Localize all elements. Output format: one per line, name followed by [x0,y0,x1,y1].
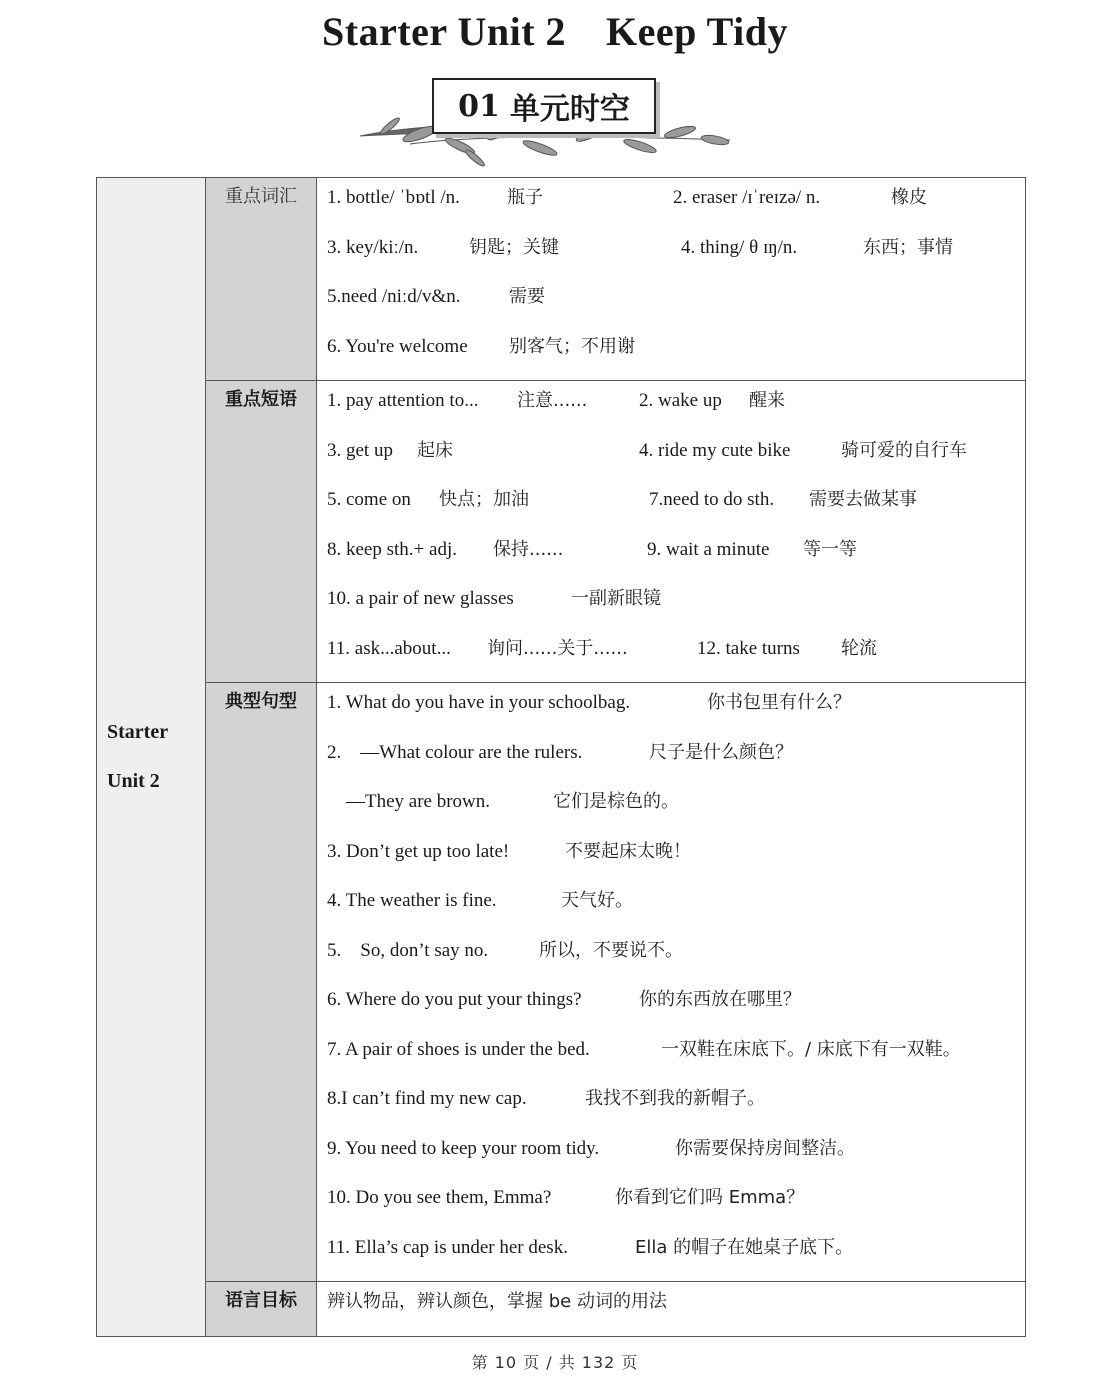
list-item [327,1232,1025,1282]
phrase-11-en: 11. ask...about... [327,637,451,659]
title-part1: Starter Unit 2 [322,9,567,54]
sentence-en: —They are brown. [327,791,491,812]
sentence-en: 4. The weather is fine. [327,890,497,911]
vocab-6-zh: 别客气；不用谢 [509,335,635,357]
section-badge [350,74,750,174]
sentence-en: 11. Ella’s cap is under her desk. [327,1236,568,1258]
vocab-6-en: 6. You're welcome [327,335,468,357]
page-footer: 第 10 页 / 共 132 页 [471,1353,639,1372]
title-part2: Keep Tidy [606,9,788,54]
list-item [327,484,1025,534]
sentence-en: 8.I can’t find my new cap. [327,1088,527,1109]
language-goals-content [317,1282,1026,1337]
sentence-zh: 我找不到我的新帽子。 [585,1088,765,1109]
page-title [0,8,1110,55]
sentence-zh: 一双鞋在床底下。/ 床底下有一双鞋。 [661,1038,961,1060]
list-item [327,435,1025,485]
goal-text: 辨认物品，辨认颜色，掌握 be 动词的用法 [327,1291,667,1312]
sentences-content [317,683,1026,1282]
phrase-2-zh: 醒来 [749,390,785,411]
phrase-5-zh: 快点；加油 [439,489,529,510]
sentence-zh: 你看到它们吗 Emma？ [615,1187,805,1208]
list-item [327,885,1025,935]
sentence-zh: 你的东西放在哪里？ [639,989,801,1010]
unit-label-line2: Unit 2 [107,769,160,792]
sentence-en: 9. You need to keep your room tidy. [327,1137,600,1159]
badge-box [432,78,656,134]
phrase-2-en: 2. wake up [639,390,722,411]
list-item [327,633,1025,683]
list-item [327,385,1025,435]
sentence-en: 3. Don’t get up too late! [327,840,510,862]
sentence-en: 1. What do you have in your schoolbag. [327,692,631,713]
phrase-12-zh: 轮流 [841,637,877,659]
phrase-4-en: 4. ride my cute bike [639,439,791,461]
vocabulary-content [317,178,1026,381]
list-item [327,1286,1025,1336]
phrase-3-en: 3. get up [327,439,393,461]
phrase-8-en: 8. keep sth.+ adj. [327,538,457,560]
list-item [327,583,1025,633]
list-item [327,1034,1025,1084]
sentence-zh: 不要起床太晚！ [565,840,691,862]
list-item [327,687,1025,737]
list-item [327,331,1025,381]
phrase-1-en: 1. pay attention to... [327,390,479,411]
phrase-10-en: 10. a pair of new glasses [327,588,514,609]
unit-label-line1: Starter [107,720,169,743]
unit-cell [97,178,206,1337]
list-item [327,232,1025,282]
phrases-content [317,381,1026,683]
sentence-zh: 天气好。 [561,890,633,911]
sentence-zh: Ella 的帽子在她桌子底下。 [635,1236,854,1258]
list-item [327,182,1025,232]
sentence-en: 6. Where do you put your things? [327,989,582,1010]
category-sentences: 典型句型 [206,683,317,1282]
phrase-5-en: 5. come on [327,489,411,510]
vocab-5-zh: 需要 [509,286,545,307]
phrase-8-zh: 保持...... [493,538,564,560]
list-item [327,935,1025,985]
phrase-3-zh: 起床 [417,439,453,461]
sentence-zh: 你需要保持房间整洁。 [675,1137,855,1159]
phrase-9-en: 9. wait a minute [647,538,770,560]
sentence-zh: 你书包里有什么？ [707,692,851,713]
vocab-2-en: 2. eraser /ɪˈreɪzə/ n. [673,187,821,208]
phrase-1-zh: 注意...... [517,390,588,411]
phrase-7-en: 7.need to do sth. [649,489,775,510]
phrase-10-zh: 一副新眼镜 [571,588,661,609]
category-phrases: 重点短语 [206,381,317,683]
sentence-en: 7. A pair of shoes is under the bed. [327,1038,590,1060]
vocab-2-zh: 橡皮 [891,187,927,208]
category-language-goals: 语言目标 [206,1282,317,1337]
category-vocabulary: 重点词汇 [206,178,317,381]
list-item [327,1083,1025,1133]
vocab-1-zh: 瓶子 [507,187,543,208]
phrase-12-en: 12. take turns [697,637,800,659]
vocab-4-zh: 东西；事情 [863,236,953,258]
phrase-7-zh: 需要去做某事 [809,489,917,510]
vocab-3-zh: 钥匙；关键 [469,236,559,258]
phrase-4-zh: 骑可爱的自行车 [841,439,967,461]
list-item [327,984,1025,1034]
list-item [327,786,1025,836]
sentence-en: 2. —What colour are the rulers. [327,741,583,763]
list-item [327,1182,1025,1232]
list-item [327,534,1025,584]
list-item [327,1133,1025,1183]
phrase-11-zh: 询问......关于...... [487,637,628,659]
phrase-9-zh: 等一等 [803,538,857,560]
vocab-1-en: 1. bottle/ ˈbɒtl /n. [327,187,460,208]
list-item [327,737,1025,787]
summary-table [96,177,1026,1337]
sentence-en: 10. Do you see them, Emma? [327,1187,552,1208]
badge-number: 01 [458,88,500,124]
list-item [327,281,1025,331]
vocab-4-en: 4. thing/ θ ɪŋ/n. [681,236,798,258]
sentence-en: 5. So, don’t say no. [327,939,489,961]
vocab-5-en: 5.need /niːd/v&n. [327,286,461,307]
badge-text: 单元时空 [509,92,630,127]
vocab-3-en: 3. key/kiː/n. [327,236,419,258]
sentence-zh: 所以，不要说不。 [539,939,683,961]
sentence-zh: 尺子是什么颜色？ [649,741,793,763]
list-item [327,836,1025,886]
sentence-zh: 它们是棕色的。 [553,791,679,812]
